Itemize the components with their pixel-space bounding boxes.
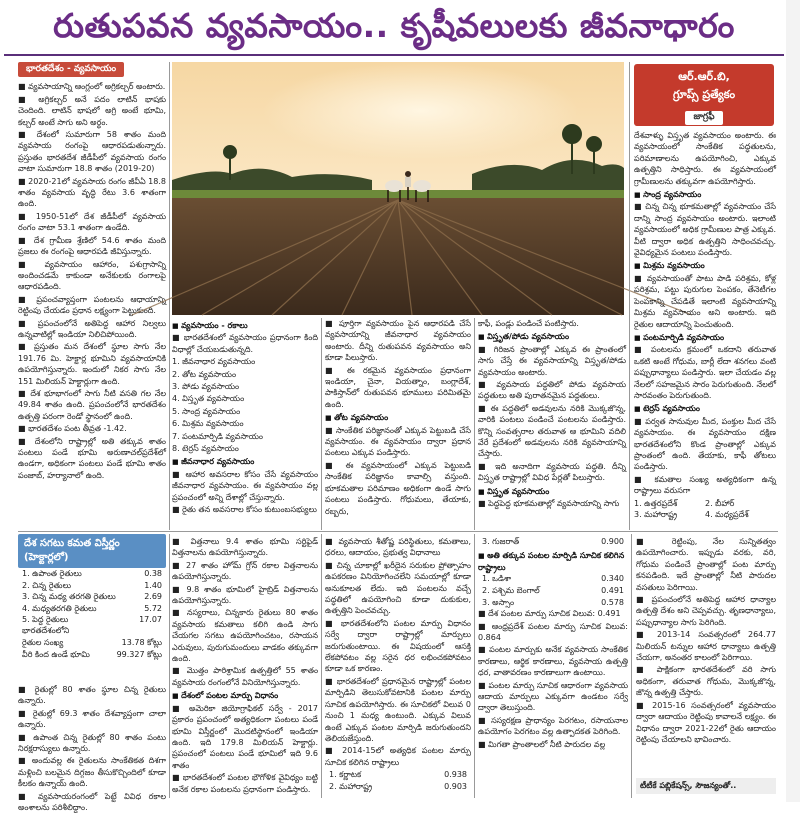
middle-column-1 [172, 318, 318, 530]
paragraph: ■ 27 శాతం హోమ్ గ్రోన్ రకాల విత్తనాలను ఉపయోగిస్తున్నారు. [172, 560, 318, 582]
middle-column-2 [325, 318, 471, 530]
row-value: 0.900 [601, 537, 624, 546]
table-row [18, 568, 166, 580]
paragraph: ■ అగ్రికల్చర్ అనే పదం లాటిన్ భాషకు చెందింది. లాటిన్ భాషలో అగ్రి అంటే భూమి, కల్చర్ అంటే సాగు అని అర్థం. [18, 94, 166, 127]
table-row [18, 614, 166, 626]
paragraph: ■ ప్రపంచంలోనే అతిపెద్ద ఆహార ధాన్యాల ఉత్పత్తి దేశం అని చెప్పవచ్చు. తృణధాన్యాలు, పప్పుధాన్యాల సాగు పెరిగింది. [636, 595, 776, 627]
paragraph: ■ ఆంధ్రప్రదేశ్ పంటల మార్పు సూచిక విలువ: 0.864 [478, 621, 628, 642]
paragraph: ■ రెట్టింపు, నేల సున్నితత్వం ఉపయోగించారు. ఇప్పుడు వరకు, వరి, గోధుమ పండించే ప్రాంతాల్లో పంట మార్పు కనపడింది. ఇదే ప్రాంతాల్లో నీటి పారుదల వసతులు పెరిగాయి. [636, 537, 776, 592]
states-list [634, 498, 776, 521]
paragraph: ■ 2013-14 సంవత్సరంలో 264.77 మిలియన్ టన్నుల ఆహార ధాన్యాలు ఉత్పత్తి చేయగా, అనంతర కాలంలో పెరిగాయి. [636, 630, 776, 663]
column-divider [474, 534, 475, 798]
holding-size-table [18, 534, 166, 682]
table-row [18, 603, 166, 615]
paragraph: ■ వ్యవసాయాన్ని ఆంగ్లంలో అగ్రికల్చర్ అంటారు. [18, 82, 166, 92]
subheading: ■ అతి తక్కువ పంటల మార్పిడి సూచిక కలిగిన రాష్ట్రాలు [478, 550, 628, 574]
paragraph: ■ పాక్షికంగా భారతదేశంలో వరి సాగు అధికంగా, తరువాత గోధుమ, మొక్కజొన్న, జొన్న ఉత్పత్తి చేస్తారు. [636, 665, 776, 698]
subheading: ■ దేశంలో పంటల మార్పు విధానం [172, 690, 318, 702]
lower-column-3 [325, 536, 471, 798]
list-item: 1. ఉత్తరప్రదేశ్ [634, 498, 678, 508]
row-value: 0.938 [444, 770, 467, 780]
list-item: 1. జీవనాధార వ్యవసాయం [172, 357, 256, 367]
table-subheading: భారతదేశంలోని [22, 625, 70, 635]
list-item: 7. పంటమార్పిడి వ్యవసాయం [172, 431, 263, 441]
column-divider [169, 534, 170, 798]
row-label: 2. చిన్న రైతులు [22, 580, 72, 590]
paragraph: ■ పర్వత సానువుల మీద, పంక్తుల మీద చేసే వ్యవసాయం. ఈ వ్యవసాయం దక్షిణ భారతదేశంలోని కొండ ప్రాంతాల్లో ఎక్కువ ప్రాంతంలో ఉంది. తేయాకు, కాఫీ తోటలు పండిస్తారు. [634, 416, 776, 472]
paragraph: ■ ఇది అనాదిగా వ్యవసాయ పద్ధతి. దీన్ని విస్తృత రాష్ట్రాల్లో వివిధ పేర్లతో పిలుస్తారు. [478, 461, 626, 483]
lower-column-2 [172, 536, 318, 798]
paragraph: కాఫీ, పండ్లు పండించే పంటిస్తారు. [478, 319, 579, 328]
paragraph: ■ రైతు తన అవసరాల కోసం కుటుంబసభ్యులు [172, 505, 317, 515]
row-label: 3. చిన్న మధ్య తరగతి రైతులు [22, 592, 116, 602]
table-row [18, 649, 166, 661]
row-value: 0.578 [601, 597, 624, 607]
paragraph: ■ దేశ భూభాగంలో సాగు నీటి వసతి గల నేల 49.84 శాతం ఉంది. ప్రపంచంలోనే భారతదేశం ఉత్పత్తి పరంగా రెండో స్థానంలో ఉంది. [18, 388, 166, 421]
row-label: 3. గుజరాత్ [482, 537, 520, 546]
paragraph: ■ ఈ రకమైన వ్యవసాయం ప్రధానంగా ఇండియా, చైనా, వియత్నాం, బంగ్లాదేశ్, పాకిస్తాన్‌లో రుతుపవన భూములు పరిమితమై ఉంది. [325, 365, 471, 409]
list-item: 6. మిశ్రమ వ్యవసాయం [172, 419, 244, 429]
lower-column-1 [18, 684, 166, 813]
paragraph: ■ వ్యవసాయరంగంలో పెట్టే వివిధ రకాల అంశాలను పరిశీలిద్దాం. [18, 791, 166, 813]
sidebox-line2: గ్రూప్స్ ప్రత్యేకం [672, 88, 736, 101]
lower-column-5 [636, 536, 776, 774]
table-row [478, 597, 628, 609]
list-item: 4. విస్తృత వ్యవసాయం [172, 394, 245, 404]
subheading: ■ జీవనాధార వ్యవసాయం [172, 456, 318, 468]
list-item: 2. తోట వ్యవసాయం [172, 369, 236, 379]
row-value: 1.40 [144, 580, 162, 590]
paragraph: ■ మొత్తం పారిశ్రామిక ఉత్పత్తిలో 55 శాతం వ్యవసాయ రంగంలోనే వినియోగిస్తున్నారు. [172, 666, 318, 687]
list-item: 3. పోడు వ్యవసాయం [172, 382, 240, 392]
list-item: 3. మహారాష్ట్ర [634, 510, 678, 519]
table-row [478, 536, 628, 548]
subheading: ■ వ్యవసాయం - రకాలు [172, 320, 318, 332]
row-value: 13.78 కోట్లు [121, 637, 162, 647]
list-item: 4. మధ్యప్రదేశ్ [705, 510, 749, 519]
subheading: ■ తోట వ్యవసాయం [325, 412, 471, 424]
headline: రుతుపవన వ్యవసాయం.. కృషీవలులకు జీవనాధారం [53, 5, 735, 45]
paragraph: ■ పెద్దపెద్ద భూకమతాల్లో వ్యవసాయాన్ని సాగు [478, 499, 620, 509]
row-value: 0.38 [144, 569, 162, 578]
row-label: 2. పశ్చిమ బెంగాల్ [482, 586, 540, 595]
paragraph: ■ వ్యవసాయ శీతోష్ణ పరిస్థితులు, కమతాలు, ధరలు, ఆదాయం, ప్రభుత్వ విధానాలు [325, 537, 471, 558]
paragraph: ■ 2014-15లో అత్యధిక పంటల మార్పు సూచిక కలిగిన రాష్ట్రాలు [325, 746, 471, 767]
paragraph: ■ భారతదేశంలో వ్యవసాయం ప్రధానంగా కింది విధాల్లో చేయబడుతున్నది. [172, 333, 318, 354]
row-label: 1. కర్ణాటక [329, 770, 362, 780]
row-value: 99.327 కోట్లు [116, 649, 162, 659]
paragraph: ■ వ్యవసాయం ఆహారం, పశుగ్రాసాన్ని అందించడమే కాకుండా అనేకులకు రంగాలపై ఆధారపడింది. [18, 259, 166, 292]
list-item: 2. బీహార్ [705, 498, 735, 508]
paragraph: ■ దేశ గ్రామీణ శ్రేణిలో 54.6 శాతం మంది ప్రజలు ఈ రంగంపై ఆధారపడి జీవిస్తున్నారు. [18, 235, 166, 257]
paragraph: ■ విత్తనాలు 9.4 శాతం భూమి సర్టిఫైడ్ విత్తనాలను ఉపయోగిస్తున్నారు. [172, 537, 318, 558]
list-item: 8. టెర్రస్ వ్యవసాయం [172, 444, 239, 454]
paragraph: ■ పంటల మార్పు సూచిక ఆధారంగా వ్యవసాయ ఆదాయ మార్పులు ఎక్కువగా ఉండటం సర్వే ద్వారా తెలుస్తుంది. [478, 680, 628, 713]
subheading: ■ సాంద్ర వ్యవసాయం [634, 189, 776, 201]
table-row [325, 769, 471, 781]
table-row [325, 781, 471, 793]
paragraph: ■ ఆహార అవసరాల కోసం చేసే వ్యవసాయం జీవనాధార వ్యవసాయం. ఈ వ్యవసాయం వల్ల ప్రపంచంలో అన్ని దేశాల్లో చేస్తున్నారు. [172, 469, 318, 502]
rrb-groups-special-box [634, 64, 774, 126]
column-divider [631, 534, 632, 798]
paragraph: ■ 1950-51లో దేశ జీడీపీలో వ్యవసాయ రంగం వాటా 53.1 శాతంగా ఉండేది. [18, 211, 166, 233]
paragraph: ■ వ్యవసాయ పద్ధతిలో పోడు వ్యవసాయ పద్ధతులు అతి పురాతనమైన పద్ధతులు. [478, 380, 626, 401]
paragraph: ■ మిగతా ప్రాంతాలలో నీటి పారుదల వల్ల [478, 739, 606, 749]
row-value: 0.903 [444, 781, 467, 791]
paragraph: ■ ఉపాంత చిన్న రైతుల్లో 80 శాతం పంటు నిరక్షరాస్యులు ఉన్నారు. [18, 732, 166, 754]
paragraph: ■ సస్యరక్షణ ప్రాధాన్యం పెరగటం, రసాయనాల ఉపయోగం పెరగటం వల్ల ఉత్పాదకత పెరిగింది. [478, 715, 628, 737]
paragraph: ■ వ్యవసాయంతో పాటు పాడి పరిశ్రమ, కోళ్ల పరిశ్రమ, పట్టు పురుగుల పెంపకం, తేనెటీగల పెంపకాన్ని చేపడితే ఇలాంటి వ్యవసాయాన్ని మిశ్రమ వ్యవసాయం అని అంటారు. ఇది రైతుల ఆదాయాన్ని పెంచుతుంది. [634, 273, 776, 329]
farmer-plowing-image [172, 62, 624, 315]
masthead [4, 4, 784, 56]
row-value: 0.491 [601, 586, 624, 595]
sidebox-line3: జాగ్రఫీ [685, 111, 722, 125]
section-label: భారతదేశం - వ్యవసాయం [18, 62, 124, 77]
column-divider [321, 318, 322, 530]
left-column-body [18, 81, 166, 481]
table-body [18, 568, 166, 660]
paragraph: ■ భారతదేశం పంట తీవ్రత -1.42. [18, 424, 127, 434]
left-column [18, 62, 166, 530]
column-divider [474, 318, 475, 530]
paragraph: ■ ప్రపంచంలోనే అతిపెద్ద ఆహార నిల్వలు ఉన్నవాటిల్లో ఇండియా నిలిచిపోయింది. [18, 318, 166, 339]
paragraph: ■ భారతదేశంలోని పంటల మార్పు విధానం సర్వే ద్వారా రాష్ట్రాల్లో మార్పులు జరుగుతుంటాయి. ఈ విషయంలో ఆసక్తి లేకపోవటం వల్ల సరైన ధర లభించకపోవటం కూడా ఒక కారణం. [325, 618, 471, 674]
paragraph: ■ గిరిజన ప్రాంతాల్లో ఎక్కువ ఈ ప్రాంతంలో సాగు చేస్తే ఈ వ్యవసాయాన్ని విస్తృత/పోడు వ్యవసాయం అంటారు. [478, 344, 626, 377]
row-label: 1. ఒడిశా [482, 574, 511, 584]
paragraph: ■ సాంకేతిక పరిజ్ఞానంతో ఎక్కువ పెట్టుబడి చేసే వ్యవసాయం. ఈ వ్యవసాయం ద్వారా ప్రధాన పంటలు ఎక్కువ పండిస్తారు. [325, 425, 471, 458]
paragraph: ■ అమెరికా జియోగ్రాఫికల్ సర్వే - 2017 ప్రకారం ప్రపంచంలో అత్యధికంగా పంటలు పండే భూమి విస్తీర్ణంలో మొదటిస్థానంలో ఇండియా ఉంది. ఇది 179.8 మిలియన్ హెక్టార్లు. ప్రపంచంలో పంటలు పండే భూమిలో ఇది 9.6 శాతం [172, 703, 318, 770]
paragraph: ■ 2015-16 సంవత్సరంలో వ్యవసాయం ద్వారా ఆదాయం రెట్టింపు కావాలనే లక్ష్యం. ఈ విధానం ద్వారా 2021-22లో రైతు ఆదాయం రెట్టింపు చేయాలని భావించారు. [636, 700, 776, 744]
farm-photo [172, 62, 624, 315]
row-label: రైతుల సంఖ్య [22, 637, 64, 647]
paragraph: ■ నస్యరాలు, చిన్నకారు రైతులు 80 శాతం వ్యవసాయ కమతాలు కలిగి ఉండి సాగు చేయగల సగటు ఉపయోగించటం, రసాయన ఎరువులు, పురుగుమందులు వాడకం తక్కువగా ఉంది. [172, 608, 318, 664]
paragraph: ■ పంటల మార్పుకు అనేక వ్యవసాయ సాంకేతిక కారణాలు, ఆర్థిక కారణాలు, వ్యవసాయ ఉత్పత్తి ధర, వాతావరణం కారణాలుగా ఉంటాయి. [478, 645, 628, 678]
subheading: ■ మిశ్రమ వ్యవసాయం [634, 260, 776, 272]
column-divider [629, 62, 630, 530]
table-row [18, 637, 166, 649]
publisher-credit: టీటీకే పబ్లికేషన్స్, సౌజన్యంతో.. [636, 778, 776, 794]
row-value: 2.69 [144, 592, 162, 602]
subheading: ■ టెర్రస్ వ్యవసాయం [634, 403, 776, 415]
right-column [634, 130, 776, 530]
paragraph: ■ పంటలను క్రమంలో ఒకదాని తరువాత ఒకటి అంటే గోధుమ, బార్లీ లేదా శనగలు వంటి పప్పుధాన్యాలు పండిస్తారు. ఇలా చేయడం వల్ల నేలలో సహజమైన సారం పెరుగుతుంది. నేలలో సారవంతం పెరుగుతుంది. [634, 345, 776, 400]
paragraph: ■ 9.8 శాతం భూమిలో హైబ్రిడ్ విత్తనాలను ఉపయోగిస్తున్నారు. [172, 584, 318, 606]
paragraph: ■ భారతదేశంలో పంటల భౌగోళిక వైవిధ్యం బట్టి అనేక రకాల పంటలను ప్రధానంగా పండిస్తారు. [172, 773, 318, 794]
subheading: ■ పంటమార్పిడి వ్యవసాయం [634, 332, 776, 344]
middle-column-3 [478, 318, 626, 530]
row-label: 5. పెద్ద రైతులు [22, 615, 69, 625]
paragraph: ■ చిన్న చిన్న భూకమతాల్లో వ్యవసాయం చేసే దాన్ని సాంద్ర వ్యవసాయం అంటారు. ఇలాంటి వ్యవసాయంలో అధిక గ్రామీణుల పాత్ర ఎక్కువ. వీటి ద్వారా అధిక ఉత్పత్తిని సాధించవచ్చు. వైవిధ్యమైన పంటలు పండిస్తారు. [634, 202, 776, 258]
paragraph: ■ ప్రస్తుతం మన దేశంలో స్థూల సాగు నేల 191.76 మి. హెక్టార్ల భూమిని వ్యవసాయానికి ఉపయోగిస్తున్నారు. ఇందులో నికర సాగు నేల 151 మిలియన్ హెక్టార్లుగా ఉంది. [18, 342, 166, 386]
column-divider [169, 62, 170, 530]
row-label: వీరి కింద ఉండే భూమి [22, 649, 90, 659]
paragraph: ■ కమతాల సంఖ్య అత్యధికంగా ఉన్న రాష్ట్రాలు వరుసగా [634, 474, 776, 496]
paragraph: ■ దేశంలో సుమారుగా 58 శాతం మంది వ్యవసాయ రంగంపై ఆధారపడుతున్నారు. ప్రస్తుతం భారతదేశ జీడీపీలో వ్యవసాయ రంగం వాటా సుమారుగా 18.8 శాతం (2019-20) [18, 130, 166, 174]
paragraph: ■ ఈ పద్ధతిలో అడవులను నరికి మొక్కజొన్న, వారికి పంటలు పండించే పంటలను పండిస్తారు. కొన్ని సంవత్సరాల తరువాత ఆ భూమిని వదిలి వేరే ప్రదేశంలో అడవులను నరికి వ్యవసాయాన్ని చేస్తారు. [478, 403, 626, 459]
paragraph: ■ రైతుల్లో 69.3 శాతం దేశవ్యాప్తంగా చాలా ఉన్నారు. [18, 708, 166, 730]
row-label: 3. అస్సాం [482, 597, 515, 607]
table-title: దేశ సగటు కమత విస్తీర్ణం (హెక్టార్లలో) [18, 534, 166, 568]
paragraph: దేశవాళ్ళు విస్తృత వ్యవసాయం అంటారు. ఈ వ్యవసాయంలో సాంకేతిక పద్ధతులను, పరిమాణాలను ఉపయోగించి, ఎక్కువ ఉత్పత్తిని సాధిస్తారు. ఈ వ్యవసాయంలో గ్రామీణులను తక్కువగా ఉపయోగిస్తారు. [634, 131, 776, 186]
list-item: 5. సాంద్ర వ్యవసాయం [172, 406, 241, 416]
paragraph: ■ 2020-21లో వ్యవసాయ రంగం జీవీఏ 18.8 శాతం వ్యవసాయ వృద్ధి రేటు 3.6 శాతంగా ఉంది. [18, 176, 166, 209]
paragraph: ■ భారతదేశంలో ప్రధానమైన రాష్ట్రాల్లో పంటల మార్పిడిని తెలుసుకోవటానికి పంటల మార్పు సూచిక ఉపయోగిస్తారు. ఈ సూచికలో విలువ 0 నుంచి 1 మధ్య ఉంటుంది. ఎక్కువ విలువ ఉంటే ఎక్కువ పంటల మార్పిడి జరుగుతుందని తెలియజేస్తుంది. [325, 676, 471, 743]
scrollbar[interactable] [786, 0, 800, 802]
section-divider [18, 531, 778, 532]
paragraph: ■ పూర్తిగా వ్యవసాయం పైన ఆధారపడి చేసే వ్యవసాయాన్ని జీవనాధార వ్యవసాయం అంటారు. దీన్ని రుతుపవన వ్యవసాయం అని కూడా పిలుస్తారు. [325, 319, 471, 363]
paragraph: ■ ఈ వ్యవసాయంలో ఎక్కువ పెట్టుబడి సాంకేతిక పరిజ్ఞానం కావాల్సి వస్తుంది. భూకమతాల పరిమాణం అధికంగా ఉండే సాగు పంటలు పండిస్తారు. గోధుమలు, తేయాకు, రబ్బరు, [325, 460, 471, 516]
paragraph: ■ రైతుల్లో 80 శాతం స్థూల చిన్న రైతులు ఉన్నారు. [18, 685, 166, 706]
paragraph: ■ దేశ పంటల మార్పు సూచిక విలువ: 0.491 [478, 609, 621, 619]
row-label: 1. ఉపాంత రైతులు [22, 569, 82, 578]
row-label: 2. మహారాష్ట్ర [329, 781, 373, 791]
row-value: 5.72 [144, 603, 162, 613]
subheading: ■ విస్తృత వ్యవసాయం [478, 486, 626, 498]
row-label: 4. మధ్యతరగతి రైతులు [22, 603, 97, 613]
table-row [478, 573, 628, 585]
paragraph: ■ చిన్న చూకాల్లో ఖరీదైన సరుకుల ప్రోత్సాహం ఉపకరణం వినియోగించలేని సమయాల్లో కూడా అనుకూలత లేదు. ఇది పంటలను వచ్చే పద్ధతిలో ఉపయోగించి కూడా దుకుకుల, ఉత్పత్తిని పెంచవచ్చు. [325, 560, 471, 616]
row-value: 0.340 [601, 574, 624, 584]
table-row [18, 591, 166, 603]
table-row [18, 580, 166, 592]
paragraph: ■ అందువల్ల ఈ రైతులను సాంకేతికత దిశగా మళ్లించి బలమైన దిగ్గజం తీసుకొచ్చిందిలో కూడా కీలకం ఉన్నాయ్ ఉంది. [18, 756, 166, 789]
paragraph: ■ ప్రపంచవ్యాప్తంగా పంటలను ఆధాయాన్ని రెట్టింపు చేయడం ప్రధాన లక్ష్యంగా పెట్టుకుంది. [18, 294, 166, 316]
sidebox-line1: ఆర్.ఆర్.బి, [678, 70, 730, 83]
subheading: ■ విస్తృత/పోడు వ్యవసాయం [478, 331, 626, 343]
lower-column-4 [478, 536, 628, 798]
paragraph: ■ దేశంలోని రాష్ట్రాల్లో అతి తక్కువ శాతం పంటలు పండే భూమి అరుణాచల్‌ప్రదేశ్‌లో ఉండగా, అధికంగా పంటలు పండే భూమి శాతం పంజాబ్, హర్యానాలో ఉంది. [18, 436, 166, 480]
row-value: 17.07 [139, 615, 162, 625]
column-divider [321, 534, 322, 798]
table-row [478, 585, 628, 597]
